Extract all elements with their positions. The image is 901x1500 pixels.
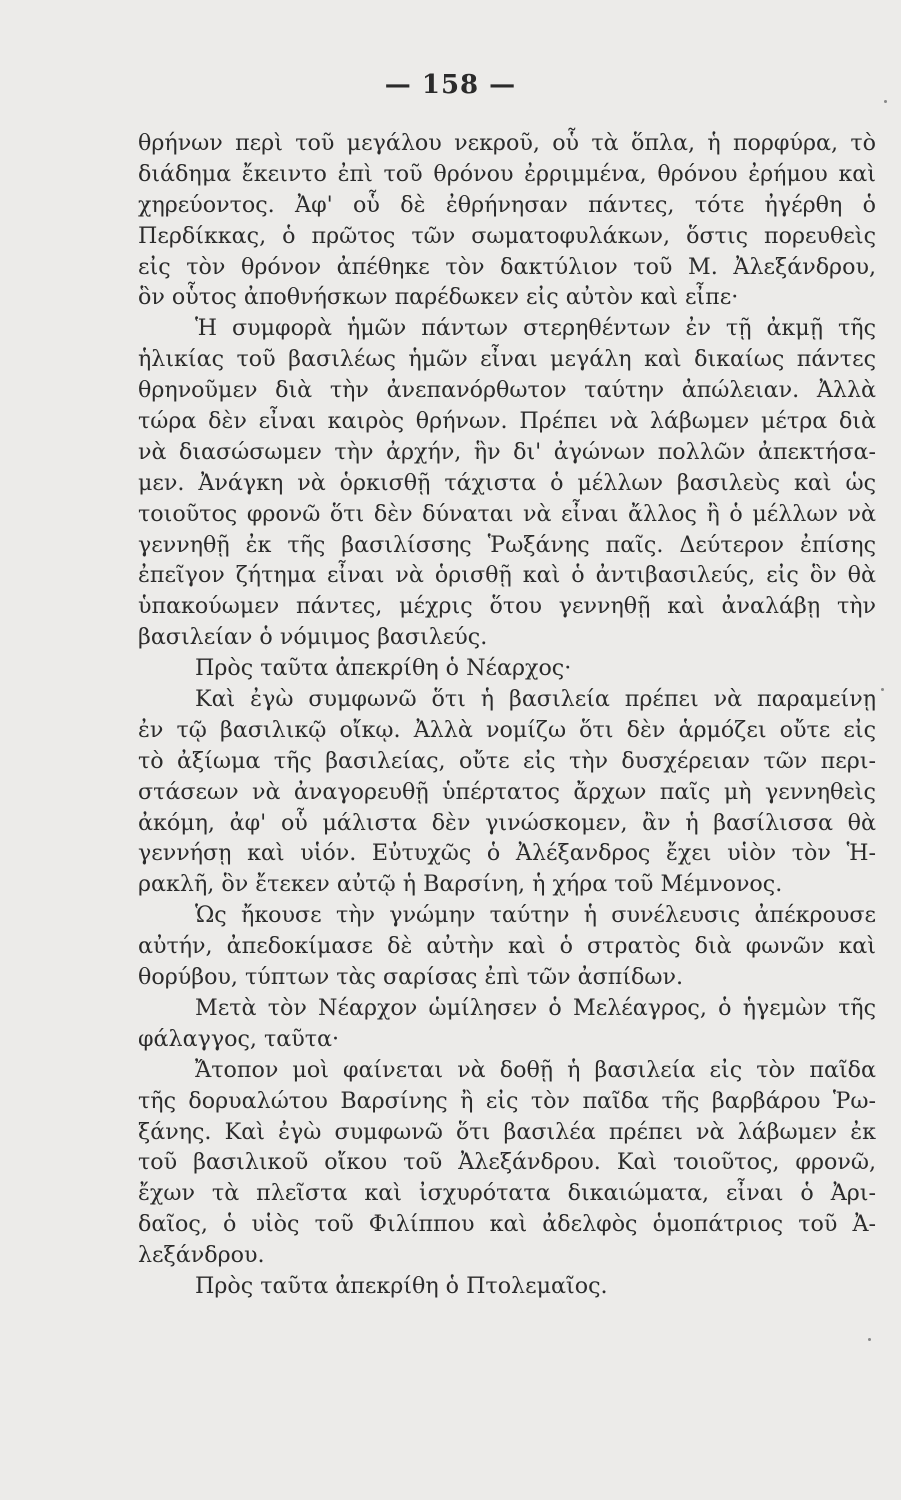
text-line: ἐπεῖγον ζήτημα εἶναι νὰ ὁρισθῇ καὶ ὁ ἀντιβασιλεύς, εἰς ὃν θὰ xyxy=(138,562,876,589)
body-text xyxy=(138,128,876,1302)
text-line: Περδίκκας, ὁ πρῶτος τῶν σωματοφυλάκων, ὅστις πορευθεὶς xyxy=(138,222,876,249)
text-line: γεννήσῃ καὶ υἱόν. Εὐτυχῶς ὁ Ἀλέξανδρος ἔχει υἱὸν τὸν Ἡ- xyxy=(138,840,876,867)
paper-speck xyxy=(884,100,887,103)
text-line: ὑπακούωμεν πάντες, μέχρις ὅτου γεννηθῇ καὶ ἀναλάβῃ τὴν xyxy=(138,593,876,620)
paper-speck xyxy=(868,1338,871,1341)
paper-speck xyxy=(881,688,884,691)
text-line: ἡλικίας τοῦ βασιλέως ἡμῶν εἶναι μεγάλη καὶ δικαίως πάντες xyxy=(138,346,876,373)
text-line: ξάνης. Καὶ ἐγὼ συμφωνῶ ὅτι βασιλέα πρέπει νὰ λάβωμεν ἐκ xyxy=(138,1118,876,1145)
text-line: Ἄτοπον μοὶ φαίνεται νὰ δοθῇ ἡ βασιλεία εἰς τὸν παῖδα xyxy=(195,1056,876,1083)
text-line: Μετὰ τὸν Νέαρχον ὡμίλησεν ὁ Μελέαγρος, ὁ ἡγεμὼν τῆς xyxy=(195,994,876,1021)
text-line: λεξάνδρου. xyxy=(138,1242,265,1269)
text-line: στάσεων νὰ ἀναγορευθῇ ὑπέρτατος ἄρχων παῖς μὴ γεννηθεὶς xyxy=(138,778,876,805)
text-line: τοῦ βασιλικοῦ οἴκου τοῦ Ἀλεξάνδρου. Καὶ τοιοῦτος, φρονῶ, xyxy=(138,1149,876,1176)
text-line: ἐν τῷ βασιλικῷ οἴκῳ. Ἀλλὰ νομίζω ὅτι δὲν ἁρμόζει οὔτε εἰς xyxy=(138,716,876,743)
text-line: Ὡς ἤκουσε τὴν γνώμην ταύτην ἡ συνέλευσις ἀπέκρουσε xyxy=(195,902,876,929)
text-line: τῆς δορυαλώτου Βαρσίνης ἢ εἰς τὸν παῖδα τῆς βαρβάρου Ῥω- xyxy=(138,1087,876,1114)
text-line: διάδημα ἔκειντο ἐπὶ τοῦ θρόνου ἐρριμμένα, θρόνου ἐρήμου καὶ xyxy=(138,160,876,187)
text-line: Ἡ συμφορὰ ἡμῶν πάντων στερηθέντων ἐν τῇ ἀκμῇ τῆς xyxy=(195,315,876,342)
text-line: τὸ ἀξίωμα τῆς βασιλείας, οὔτε εἰς τὴν δυσχέρειαν τῶν περι- xyxy=(138,747,876,774)
text-line: ρακλῆ, ὃν ἔτεκεν αὐτῷ ἡ Βαρσίνη, ἡ χήρα τοῦ Μέμνονος. xyxy=(138,871,783,898)
text-line: ἔχων τὰ πλεῖστα καὶ ἰσχυρότατα δικαιώματα, εἶναι ὁ Ἀρι- xyxy=(138,1180,876,1207)
text-line: θρήνων περὶ τοῦ μεγάλου νεκροῦ, οὗ τὰ ὅπλα, ἡ πορφύρα, τὸ xyxy=(138,130,876,156)
text-line: ὃν οὗτος ἀποθνήσκων παρέδωκεν εἰς αὐτὸν καὶ εἶπε· xyxy=(138,284,739,311)
text-line: χηρεύοντος. Ἀφ' οὗ δὲ ἐθρήνησαν πάντες, τότε ἠγέρθη ὁ xyxy=(138,191,876,218)
text-line: ἀκόμη, ἀφ' οὗ μάλιστα δὲν γινώσκομεν, ἂν ἡ βασίλισσα θὰ xyxy=(138,809,876,836)
text-line: θορύβου, τύπτων τὰς σαρίσας ἐπὶ τῶν ἀσπίδων. xyxy=(138,964,684,991)
text-line: βασιλείαν ὁ νόμιμος βασιλεύς. xyxy=(138,624,488,651)
text-line: δαῖος, ὁ υἱὸς τοῦ Φιλίππου καὶ ἀδελφὸς ὁμοπάτριος τοῦ Ἀ- xyxy=(138,1211,876,1238)
text-line: εἰς τὸν θρόνον ἀπέθηκε τὸν δακτύλιον τοῦ Μ. Ἀλεξάνδρου, xyxy=(138,253,876,280)
text-line: Καὶ ἐγὼ συμφωνῶ ὅτι ἡ βασιλεία πρέπει νὰ παραμείνῃ xyxy=(195,686,876,713)
text-line: νὰ διασώσωμεν τὴν ἀρχήν, ἣν δι' ἀγώνων πολλῶν ἀπεκτήσα- xyxy=(138,438,876,465)
text-line: τοιοῦτος φρονῶ ὅτι δὲν δύναται νὰ εἶναι ἄλλος ἢ ὁ μέλλων νὰ xyxy=(138,500,876,527)
text-line: Πρὸς ταῦτα ἀπεκρίθη ὁ Νέαρχος· xyxy=(195,655,572,682)
text-line: θρηνοῦμεν διὰ τὴν ἀνεπανόρθωτον ταύτην ἀπώλειαν. Ἀλλὰ xyxy=(138,377,876,404)
text-line: αὐτήν, ἀπεδοκίμασε δὲ αὐτὴν καὶ ὁ στρατὸς διὰ φωνῶν καὶ xyxy=(138,933,876,960)
text-line: Πρὸς ταῦτα ἀπεκρίθη ὁ Πτολεμαῖος. xyxy=(195,1272,608,1299)
text-line: γεννηθῇ ἐκ τῆς βασιλίσσης Ῥωξάνης παῖς. Δεύτερον ἐπίσης xyxy=(138,531,876,558)
page-number: — 158 — xyxy=(384,70,517,100)
text-line: τώρα δὲν εἶναι καιρὸς θρήνων. Πρέπει νὰ λάβωμεν μέτρα διὰ xyxy=(138,408,876,435)
text-line: φάλαγγος, ταῦτα· xyxy=(138,1025,340,1052)
text-line: μεν. Ἀνάγκη νὰ ὁρκισθῇ τάχιστα ὁ μέλλων βασιλεὺς καὶ ὡς xyxy=(138,469,876,496)
